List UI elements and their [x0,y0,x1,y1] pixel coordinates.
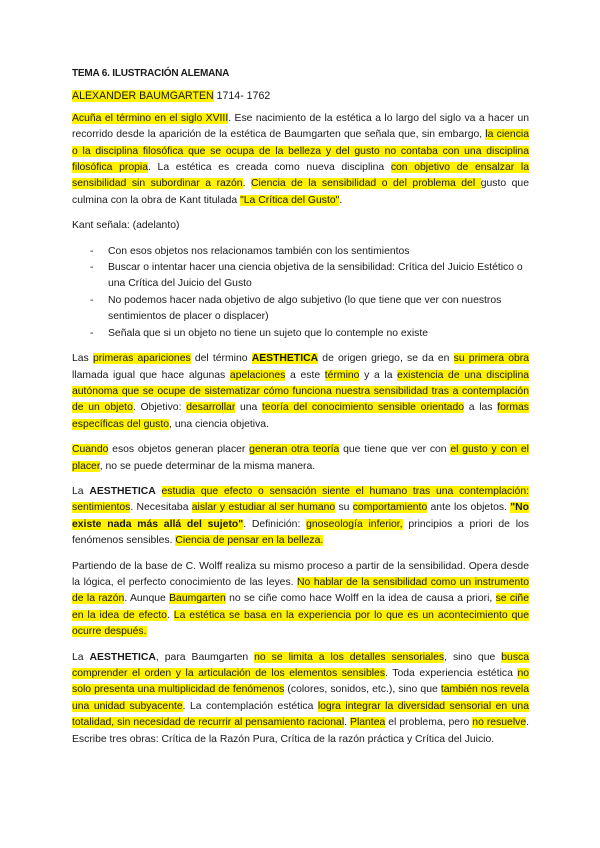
paragraph [72,484,529,550]
text-segment: . La contemplación estética [182,700,318,712]
highlighted-text: generan otra teoría [249,444,340,456]
highlighted-text: Plantea [350,717,386,729]
text-segment: Partiendo de la base de C. Wolff realiza su mismo proceso a partir de la sensibilidad. Opera desde la lógica, el perfecto conocimiento de las leyes. [72,560,529,588]
text-segment: de origen griego, se da en [318,353,454,365]
highlighted-text: logra integrar la diversidad sensorial en una totalidad, sin necesidad de recurrir al pensamiento racional [72,700,529,729]
author-heading [72,88,529,104]
text-segment: Kant señala: (adelanto) [72,220,180,232]
text-segment: La [72,485,90,497]
text-segment: esos objetos generan placer [108,444,250,456]
text-segment: . [242,178,251,190]
highlighted-text: AESTHETICA [251,353,319,365]
text-segment: , sino que [444,651,502,663]
text-segment: AESTHETICA [89,485,156,497]
highlighted-text: término [324,369,360,381]
paragraph [72,111,529,209]
highlighted-text: "No existe nada más allá del sujeto" [72,502,529,530]
highlighted-text: formas específicas del gusto [72,402,529,430]
author-name: ALEXANDER BAUMGARTEN [72,90,214,103]
text-segment: . Ese nacimiento de la estética a lo largo del siglo va a hacer un recorrido desde la aparición de la estética de Baumgarten que señala que, sin embargo, [72,112,529,141]
paragraph [72,559,529,641]
text-segment: Las [72,353,93,365]
highlighted-text: Baumgarten [169,593,226,605]
highlighted-text: comportamiento [352,502,428,514]
text-segment: a las [464,402,498,414]
text-segment: . Necesitaba [130,502,192,514]
highlighted-text: Ciencia de pensar en la belleza. [175,535,324,547]
highlighted-text: Acuña el término en el siglo XVIII [72,112,229,124]
text-segment: . Escribe tres obras: Crítica de la Razón Pura, Crítica de la razón práctica y Crítica del Juicio. [72,717,530,745]
highlighted-text: no solo presenta una multiplicidad de fenómenos [72,668,529,696]
highlighted-text: apelaciones [229,369,286,381]
highlighted-text: La estética se basa en la experiencia por lo que es un acontecimiento que ocurre después. [72,609,529,638]
text-segment: a este [285,369,325,381]
highlighted-text: Cuando [72,444,109,456]
text-segment: . La estética es creada como nueva disciplina [147,162,391,174]
highlighted-text: se ciñe en la idea de efecto [72,593,529,621]
text-segment: , para Baumgarten [155,651,255,663]
bullet-item: - Señala que si un objeto no tiene un sujeto que lo contemple no existe [72,326,529,342]
text-segment: . Toda experiencia estética [385,668,518,679]
highlighted-text: su primera obra [453,353,529,365]
text-segment: su [335,502,353,514]
highlighted-text: también nos revela una unidad subyacente [72,684,529,712]
paragraph-group-2 [72,351,529,748]
highlighted-text: gnoseología inferior, [306,518,403,530]
bullet-item: - Buscar o intentar hacer una ciencia objetiva de la sensibilidad: Crítica del Juicio Estético o una Crítica del Juicio del Gusto [72,260,529,293]
bullet-item: - Con esos objetos nos relacionamos también con los sentimientos [72,244,529,260]
author-years: 1714- 1762 [213,90,271,103]
text-segment: que tiene que ver con [339,444,451,456]
highlighted-text: No hablar de la sensibilidad como un instrumento de la razón [72,576,529,605]
text-segment: ante los objetos. [427,502,511,514]
text-segment: llamada igual que hace algunas [72,369,230,381]
text-segment: AESTHETICA [89,651,156,663]
paragraph [72,650,529,748]
text-segment: La [72,651,90,663]
text-segment: . [344,717,351,729]
text-segment: . Aunque [124,593,170,605]
text-segment: no se ciñe como hace Wolff en la idea de causa a priori, [225,593,496,605]
highlighted-text: aislar y estudiar al ser humano [191,502,336,514]
text-segment: (colores, sonidos, etc.), sino que [284,684,441,696]
highlighted-text: primeras apariciones [92,353,191,365]
text-segment: y a la [359,369,398,381]
text-segment: el problema, pero [385,717,473,729]
highlighted-text: teoría del conocimiento sensible orientado [262,402,465,414]
paragraph [72,351,529,433]
text-segment: . [339,194,343,206]
text-segment: . Objetivo: [132,402,187,414]
highlighted-text: existencia de una disciplina autónoma que se ocupe de sistematizar cómo funciona nuestra sensibilidad tras a contemplación de un objeto [72,369,529,414]
bullet-list [72,244,529,342]
text-segment: principios a priori de los fenómenos sensibles. [72,518,529,547]
highlighted-text: la ciencia o la disciplina filosófica que se ocupa de la belleza y del gusto no contaba con una disciplina filosófica propia [72,129,529,174]
highlighted-text: desarrollar [186,402,236,414]
text-segment: , no se puede determinar de la misma manera. [99,460,316,472]
document-content [72,66,529,757]
highlighted-text: no se limita a los detalles sensoriales [254,651,445,663]
text-segment [156,486,162,497]
document-title: TEMA 6. ILUSTRACIÓN ALEMANA [72,68,230,79]
highlighted-text: no resuelve [472,717,527,729]
text-segment: del término [190,353,252,365]
highlighted-text: busca comprender el orden y la articulación de los elementos sensibles [72,651,529,679]
text-segment: una [235,402,263,414]
paragraph-group-1 [72,111,529,235]
highlighted-text: Ciencia de la sensibilidad o del problema del [251,178,481,190]
paragraph [72,218,529,234]
bullet-item: - No podemos hacer nada objetivo de algo subjetivo (lo que tiene que ver con nuestros sentimientos de placer o displacer) [72,293,529,326]
text-segment: . Definición: [243,518,307,530]
highlighted-text: estudia que efecto o sensación siente el humano tras una contemplación: sentimientos [72,485,529,514]
highlighted-text: "La Crítica del Gusto" [240,194,340,206]
paragraph [72,442,529,475]
highlighted-text: con objetivo de ensalzar la sensibilidad sin subordinar a razón [72,162,529,190]
text-segment: . [166,609,174,621]
text-segment: gusto que culmina con la obra de Kant titulada [72,178,529,206]
highlighted-text: el gusto y con el placer [72,444,529,472]
text-segment: , una ciencia objetiva. [169,418,269,430]
